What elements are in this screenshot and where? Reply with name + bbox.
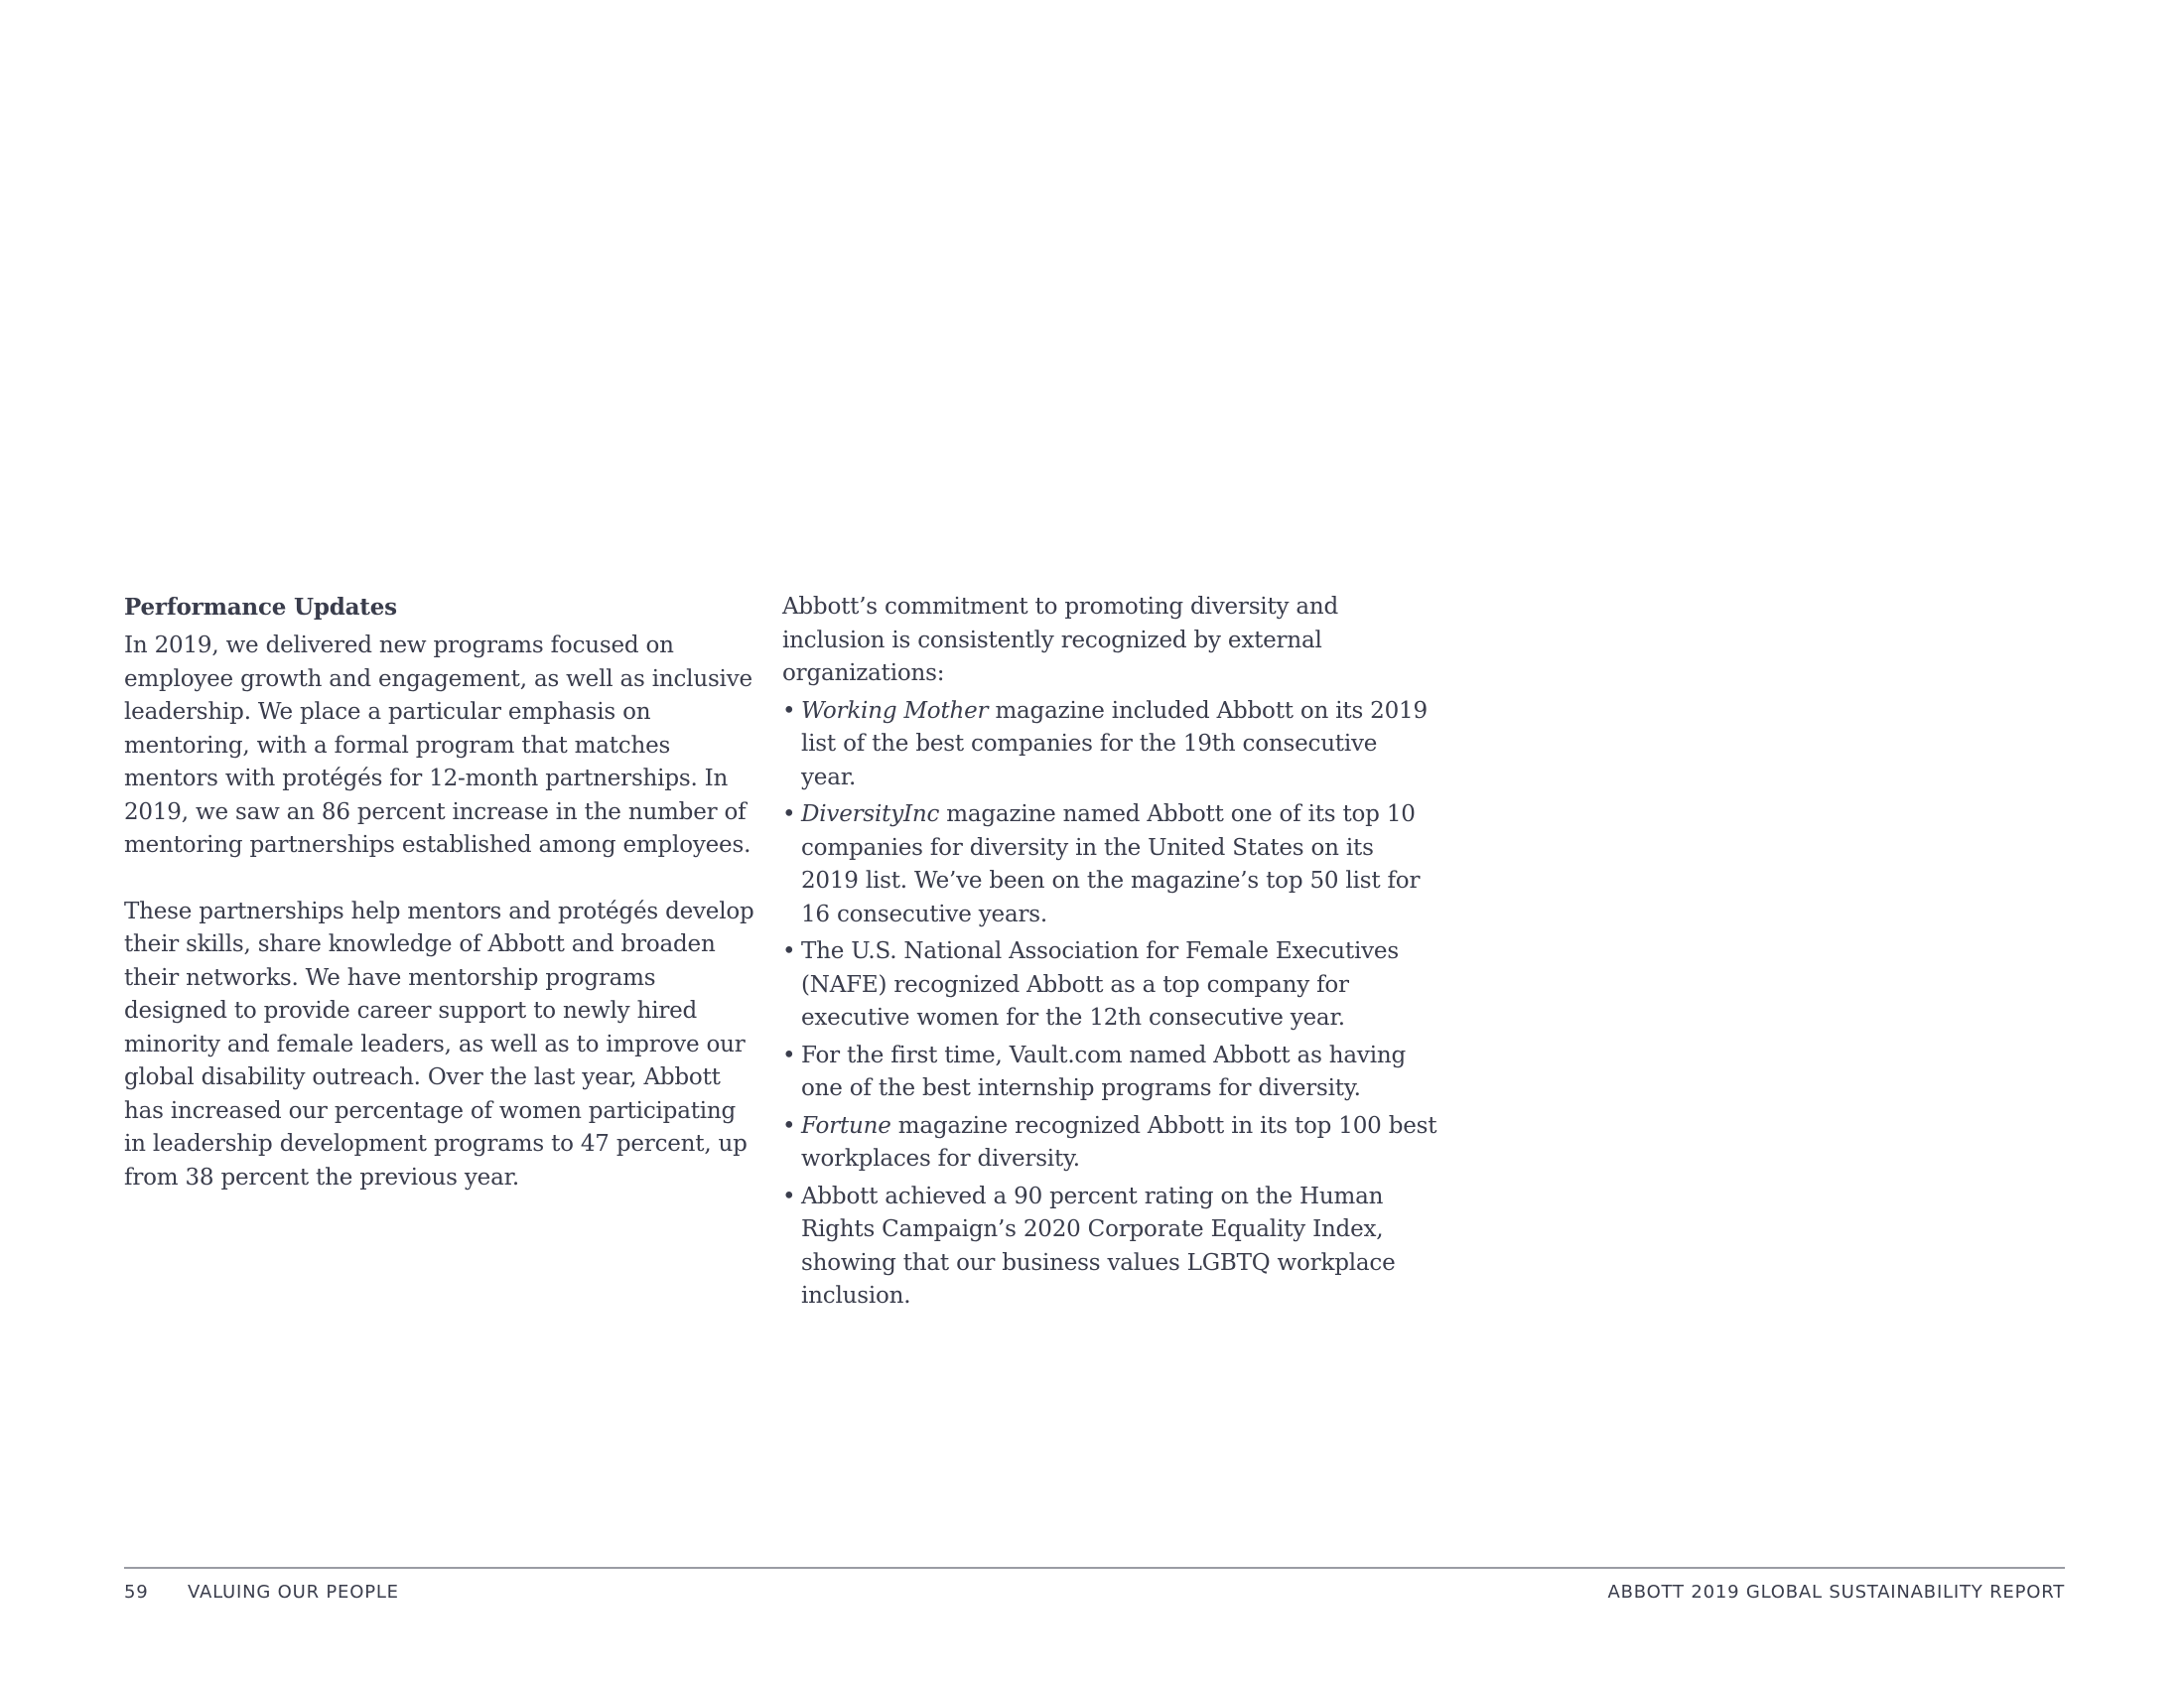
body-paragraph: These partnerships help mentors and protégés develop their skills, share knowledge of Abbott and broaden their networks. We have mentorship programs designed to provide career support to newly hired minority and female leaders, as well as to improve our global disability outreach. Over the last year, Abbott has increased our percentage of women participating in leadership development programs to 47 percent, up from 38 percent the previous year.: [124, 898, 754, 1191]
recognition-list: [782, 695, 1437, 1314]
list-item-text: Abbott achieved a 90 percent rating on the Human Rights Campaign’s 2020 Corporate Equality Index, showing that our business values LGBTQ workplace inclusion.: [801, 1183, 1396, 1309]
list-item-text: magazine included Abbott on its 2019 list of the best companies for the 19th consecutive year.: [801, 697, 1428, 790]
page-number: 59: [124, 1582, 149, 1603]
list-item-text: magazine named Abbott one of its top 10 companies for diversity in the United States on its 2019 list. We’ve been on the magazine’s top 50 list for 16 consecutive years.: [801, 801, 1421, 927]
bullet-icon: •: [782, 1183, 796, 1209]
bullet-icon: •: [782, 1112, 796, 1139]
list-item: [782, 1181, 1437, 1314]
left-column: [124, 591, 759, 1195]
bullet-icon: •: [782, 801, 796, 827]
list-item: [782, 1110, 1437, 1177]
list-item-text: The U.S. National Association for Female Executives (NAFE) recognized Abbott as a top company for executive women for the 12th consecutive year.: [801, 938, 1399, 1031]
report-title: ABBOTT 2019 GLOBAL SUSTAINABILITY REPORT: [1607, 1582, 2065, 1603]
publication-name: Fortune: [801, 1112, 891, 1139]
list-item: [782, 695, 1437, 795]
body-paragraph: In 2019, we delivered new programs focused on employee growth and engagement, as well as inclusive leadership. We place a particular emphasis on mentoring, with a formal program that matches mentors with protégés for 12-month partnerships. In 2019, we saw an 86 percent increase in the number of mentoring partnerships established among employees.: [124, 633, 752, 858]
intro-paragraph: Abbott’s commitment to promoting diversity and inclusion is consistently recognized by external organizations:: [782, 594, 1339, 686]
footer-divider: [124, 1567, 2065, 1569]
bullet-icon: •: [782, 1042, 796, 1068]
bullet-icon: •: [782, 938, 796, 964]
bullet-icon: •: [782, 697, 796, 724]
publication-name: DiversityInc: [801, 801, 940, 827]
list-item: [782, 935, 1437, 1036]
section-title: VALUING OUR PEOPLE: [188, 1582, 399, 1603]
list-item: [782, 1040, 1437, 1106]
section-heading: Performance Updates: [124, 594, 397, 621]
publication-name: Working Mother: [801, 697, 989, 724]
list-item: [782, 798, 1437, 931]
list-item-text: For the first time, Vault.com named Abbott as having one of the best internship programs for diversity.: [801, 1042, 1406, 1101]
list-item-text: magazine recognized Abbott in its top 100 best workplaces for diversity.: [801, 1112, 1437, 1172]
right-column: [782, 591, 1437, 1318]
